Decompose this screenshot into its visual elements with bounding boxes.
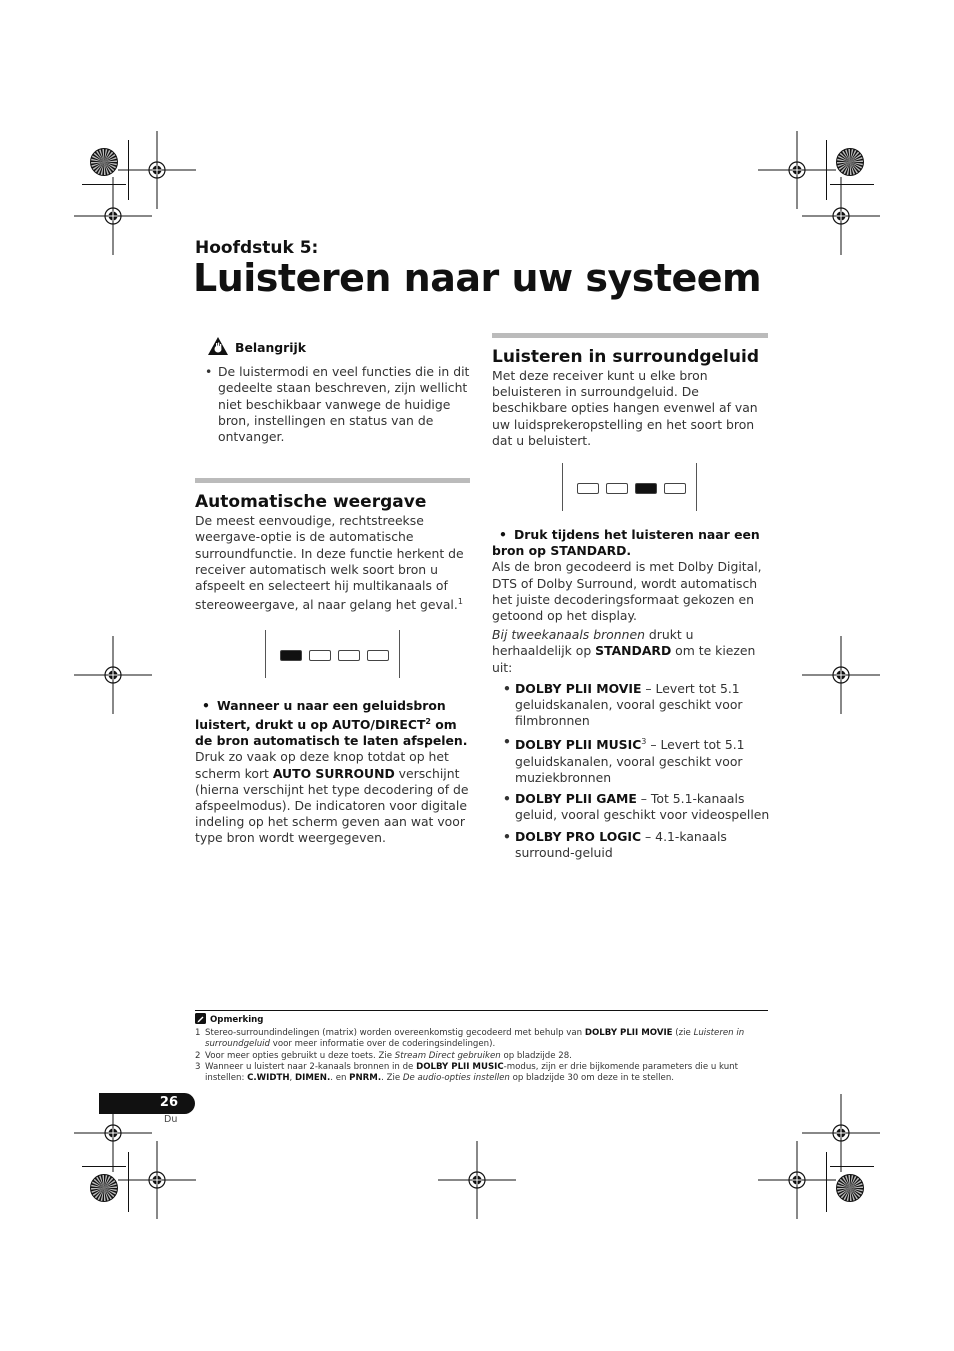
- registration-target-icon: [758, 1141, 836, 1219]
- crop-line: [826, 1152, 827, 1212]
- important-heading-label: Belangrijk: [235, 340, 306, 355]
- two-channel-text: Bij tweekanaals bronnen drukt u herhaaldelijk op STANDARD om te kiezen uit:: [492, 627, 756, 675]
- caution-hand-icon: [207, 336, 229, 360]
- surround-instruction: • Druk tijdens het luisteren naar een bron op STANDARD.: [492, 527, 760, 559]
- panel-button: [664, 483, 686, 494]
- footnotes: [195, 1010, 768, 1084]
- starburst-target-icon: [89, 1173, 119, 1203]
- mode-list: [492, 681, 770, 861]
- important-heading: [207, 336, 473, 360]
- registration-target-icon: [802, 177, 880, 255]
- footnote-2: 2 Voor meer opties gebruikt u deze toets. Zie Stream Direct gebruiken op bladzijde 28.: [195, 1050, 572, 1061]
- registration-target-icon: [118, 1141, 196, 1219]
- list-item: • DOLBY PRO LOGIC – 4.1-kanaals surround-geluid: [492, 829, 770, 861]
- list-item: • DOLBY PLII MOVIE – Levert tot 5.1 geluidskanalen, vooral geschikt voor filmbronnen: [492, 681, 770, 730]
- right-column: [492, 333, 770, 866]
- important-text: • De luistermodi en veel functies die in dit gedeelte staan beschreven, zijn wellicht niet beschikbaar vanwege de huidige bron, instellingen en status van de ontvanger.: [195, 364, 473, 445]
- list-item: • DOLBY PLII GAME – Tot 5.1-kanaals geluid, vooral geschikt voor videospellen: [492, 791, 770, 823]
- chapter-label: Hoofdstuk 5:: [195, 238, 319, 258]
- registration-target-icon: [438, 1141, 516, 1219]
- panel-button: [367, 650, 389, 661]
- crop-line: [830, 184, 874, 185]
- surround-body: Als de bron gecodeerd is met Dolby Digital, DTS of Dolby Surround, wordt automatisch het juiste decoderingsformaat gekozen en getoond op het display.: [492, 559, 762, 624]
- crop-line: [82, 184, 126, 185]
- surround-heading: Luisteren in surroundgeluid: [492, 347, 759, 367]
- surround-intro: Met deze receiver kunt u elke bron beluisteren in surroundgeluid. De beschikbare opties hangen evenwel af van uw luidsprekeropstelling en het soort bron dat u beluistert.: [492, 368, 758, 448]
- panel-button-auto-active: [280, 650, 302, 661]
- language-code: Du: [164, 1114, 178, 1125]
- registration-target-icon: [74, 636, 152, 714]
- auto-panel-illustration: [195, 614, 473, 698]
- page-title: Luisteren naar uw systeem: [193, 256, 762, 300]
- crop-line: [826, 140, 827, 200]
- panel-button: [577, 483, 599, 494]
- crop-line: [128, 140, 129, 200]
- crop-line: [128, 1152, 129, 1212]
- panel-button-standard-active: [635, 483, 657, 494]
- page-number: 26: [159, 1095, 178, 1110]
- auto-instruction: • Wanneer u naar een geluidsbron luistert, drukt u op AUTO/DIRECT$^2$ om de bron automatisch te laten afspelen.: [195, 697, 468, 749]
- starburst-target-icon: [835, 1173, 865, 1203]
- note-pencil-icon: [195, 1013, 206, 1028]
- panel-button: [606, 483, 628, 494]
- registration-target-icon: [74, 177, 152, 255]
- footnote-3: 3 Wanneer u luistert naar 2-kanaals bronnen in de DOLBY PLII MUSIC-modus, zijn er drie bijkomende parameters die u kunt instellen: C.WIDTH, DIMEN.. en PNRM.. Zie De audio-opties instellen op bladzijde 30 om deze in te stellen.: [195, 1061, 738, 1084]
- starburst-target-icon: [835, 147, 865, 177]
- footnote-1: 1 Stereo-surroundindelingen (matrix) worden overeenkomstig gecodeerd met behulp van DOLBY PLII MOVIE (zie Luisteren in surroundgeluid voor meer informatie over de coderingsindelingen).: [195, 1028, 745, 1050]
- registration-target-icon: [802, 636, 880, 714]
- section-rule: [492, 333, 768, 338]
- left-column: [195, 336, 473, 847]
- page-number-tab: [99, 1093, 195, 1114]
- auto-intro: De meest eenvoudige, rechtstreekse weergave-optie is de automatische surroundfunctie. In deze functie herkent de receiver automatisch welk soort bron u afspeelt en selecteert hij multikanaals of stereoweergave, al naar gelang het geval.$^1$: [195, 513, 464, 613]
- crop-line: [830, 1166, 874, 1167]
- panel-button: [309, 650, 331, 661]
- section-rule: [195, 478, 470, 483]
- crop-line: [82, 1166, 126, 1167]
- panel-button: [338, 650, 360, 661]
- auto-body: Druk zo vaak op deze knop totdat op het scherm kort AUTO SURROUND verschijnt (hierna verschijnt het type decodering of de afspeelmodus). De indicatoren voor digitale indeling op het scherm geven aan wat voor type bron wordt weergegeven.: [195, 749, 469, 846]
- starburst-target-icon: [89, 147, 119, 177]
- surround-panel-illustration: [492, 449, 770, 527]
- list-item: • DOLBY PLII MUSIC$^3$ – Levert tot 5.1 geluidskanalen, vooral geschikt voor muziekbronnen: [492, 734, 770, 786]
- footnote-heading: Opmerking: [195, 1013, 768, 1028]
- auto-heading: Automatische weergave: [195, 492, 427, 513]
